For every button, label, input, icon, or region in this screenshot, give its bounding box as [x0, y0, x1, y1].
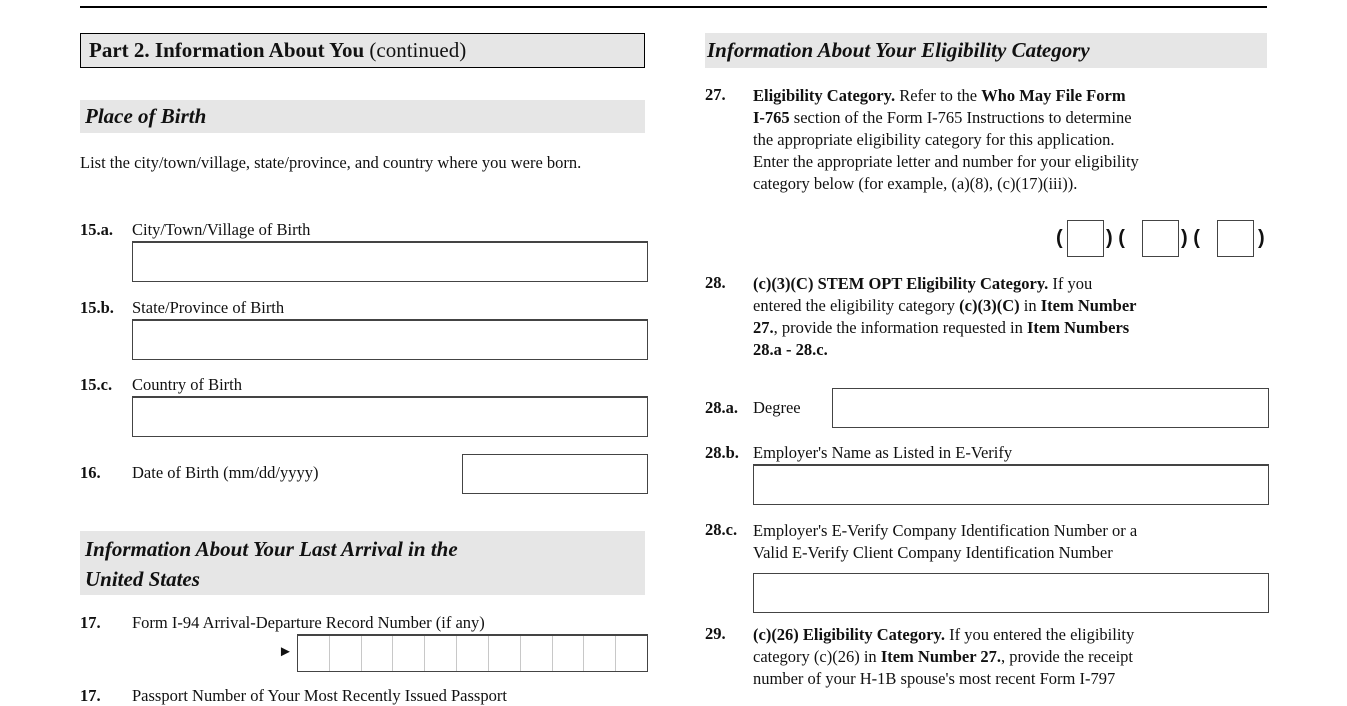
category-subnumber-field[interactable]: [1217, 220, 1254, 257]
paren-open: (: [1056, 227, 1063, 249]
city-of-birth-field[interactable]: [132, 242, 648, 282]
item-number-28c: 28.c.: [705, 520, 738, 539]
e-verify-id-field[interactable]: [753, 573, 1269, 613]
item-28-text: (c)(3)(C) STEM OPT Eligibility Category. If you entered the eligibility category (c)(3)(C) in Item Number 27., provide the information requested in Item Numbers 28.a - 28.c.: [753, 274, 1137, 359]
item-number-17: 17.: [80, 613, 101, 632]
item-number-28b: 28.b.: [705, 443, 739, 462]
arrow-icon: ►: [278, 644, 293, 660]
e-verify-id-label: Employer's E-Verify Company Identification Number or a Valid E-Verify Client Company Identification Number: [753, 521, 1138, 562]
place-of-birth-instructions: List the city/town/village, state/province, and country where you were born.: [80, 153, 582, 172]
paren-close: ): [1258, 227, 1265, 249]
item-number-15b: 15.b.: [80, 298, 114, 317]
part-header-title: Part 2. Information About You: [89, 38, 365, 62]
country-of-birth-label: Country of Birth: [132, 375, 242, 394]
city-of-birth-label: City/Town/Village of Birth: [132, 220, 311, 239]
paren-mid: ) (: [1106, 227, 1125, 249]
last-arrival-heading: Information About Your Last Arrival in the United States: [80, 531, 645, 595]
category-letter-field[interactable]: [1067, 220, 1104, 257]
item-number-27: 27.: [705, 85, 726, 104]
top-rule: [80, 6, 1267, 8]
part-header: [80, 33, 645, 68]
item-number-15c: 15.c.: [80, 375, 113, 394]
degree-field[interactable]: [832, 388, 1269, 428]
place-of-birth-heading: Place of Birth: [80, 100, 645, 133]
degree-label: Degree: [753, 398, 801, 417]
item-number-16: 16.: [80, 463, 101, 482]
date-of-birth-field[interactable]: [462, 454, 648, 494]
country-of-birth-field[interactable]: [132, 397, 648, 437]
passport-number-label: Passport Number of Your Most Recently Issued Passport: [132, 686, 507, 705]
state-of-birth-field[interactable]: [132, 320, 648, 360]
employer-name-label: Employer's Name as Listed in E-Verify: [753, 443, 1013, 462]
item-number-28: 28.: [705, 273, 726, 292]
i94-label: Form I-94 Arrival-Departure Record Number (if any): [132, 613, 485, 632]
i94-number-field[interactable]: [297, 635, 648, 672]
eligibility-heading: Information About Your Eligibility Category: [705, 33, 1267, 68]
item-27-text: Eligibility Category. Refer to the Who May File Form I-765 section of the Form I-765 Instructions to determine the appropriate eligibility category for this application. Enter the appropriate letter and number for your eligibility category below (for example, (a)(8), (c)(17)(iii)).: [753, 86, 1139, 193]
state-of-birth-label: State/Province of Birth: [132, 298, 285, 317]
employer-name-field[interactable]: [753, 465, 1269, 505]
item-number-29: 29.: [705, 624, 726, 643]
item-29-text: (c)(26) Eligibility Category. If you entered the eligibility category (c)(26) in Item Number 27., provide the receipt number of your H-1B spouse's most recent Form I-797: [753, 625, 1135, 688]
category-number-field[interactable]: [1142, 220, 1179, 257]
paren-mid: ) (: [1181, 227, 1200, 249]
part-header-continued: (continued): [369, 38, 467, 62]
item-number-28a: 28.a.: [705, 398, 738, 417]
item-number-cutoff: 17.: [80, 686, 101, 705]
item-number-15a: 15.a.: [80, 220, 113, 239]
date-of-birth-label: Date of Birth (mm/dd/yyyy): [132, 463, 319, 482]
